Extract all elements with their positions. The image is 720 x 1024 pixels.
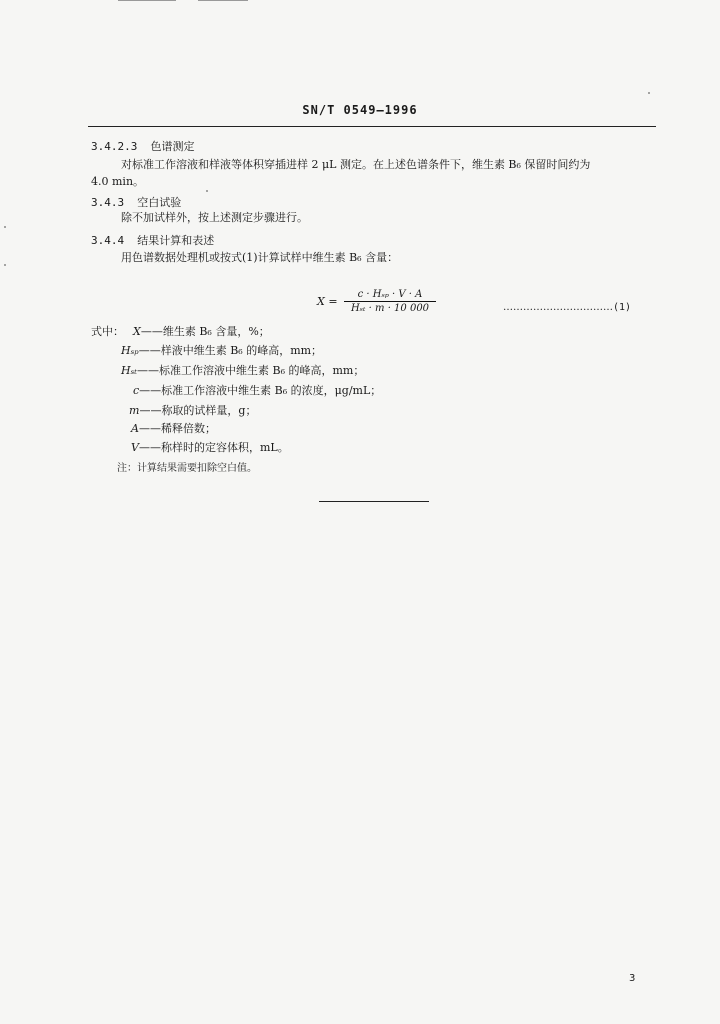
legend-item [131,439,289,455]
formula-lhs: X = [317,295,338,308]
end-rule [319,501,429,502]
scan-speck [4,264,6,266]
section-344-heading [91,229,214,248]
legend-desc: ——维生素 B₆ 含量，%； [140,325,270,338]
formula-denominator: Hₛₜ · m · 10 000 [350,303,430,314]
equation-number: (1) [613,302,632,313]
scan-speck [648,92,650,94]
legend-item [133,323,270,339]
formula-leader-dots [503,302,631,313]
section-3423-title: 色谱测定 [150,140,195,153]
legend-item [131,420,216,436]
legend-desc: ——稀释倍数； [138,422,216,435]
legend-desc: ——标准工作溶液中维生素 B₆ 的峰高，mm； [137,364,365,377]
section-3423-body-line2: 4.0 min。 [91,175,145,188]
section-344-number: 3.4.4 [91,234,125,247]
scan-mark-top-2 [198,0,248,1]
standard-code-header: SN/T 0549—1996 [302,103,418,117]
legend-desc: ——标准工作溶液中维生素 B₆ 的浓度，μg/mL； [139,384,382,397]
legend-symbol: c [133,384,140,397]
scan-speck [4,226,6,228]
fraction-bar [344,301,436,302]
section-344-title: 结果计算和表述 [137,234,215,247]
legend-desc: ——样液中维生素 B₆ 的峰高，mm； [138,344,323,357]
legend-intro: 式中： [91,325,124,338]
legend-item [129,402,256,418]
section-3423-heading [91,135,194,154]
legend-item [121,342,322,358]
legend-symbol: Hₛₚ [121,344,139,357]
section-343-title: 空白试验 [137,196,182,209]
formula-fraction [344,289,436,314]
formula-numerator: c · Hₛₚ · V · A [357,289,423,300]
legend-symbol: V [131,441,139,454]
section-343-body: 除不加试样外，按上述测定步骤进行。 [121,211,308,224]
scan-mark-top-1 [118,0,176,1]
section-343-heading [91,191,181,210]
header-rule [88,126,656,127]
legend-desc: ——称样时的定容体积，mL。 [138,441,289,454]
legend-symbol: X [133,325,141,338]
legend-item [133,382,381,398]
section-344-body: 用色谱数据处理机或按式(1)计算试样中维生素 B₆ 含量： [121,251,399,264]
section-343-number: 3.4.3 [91,196,125,209]
leader-dots: …………………………… [503,302,613,313]
legend-symbol: m [129,404,140,417]
legend-symbol: A [131,422,139,435]
page-number: 3 [629,973,636,984]
legend-desc: ——称取的试样量，g； [139,404,257,417]
section-3423-body-line1: 对标准工作溶液和样液等体积穿插进样 2 μL 测定。在上述色谱条件下，维生素 B₆ 保留时间约为 [121,158,591,171]
legend-symbol: Hₛₜ [121,364,138,377]
legend-item [121,362,364,378]
section-3423-number: 3.4.2.3 [91,140,138,153]
scan-speck [206,190,208,192]
calculation-note: 注：计算结果需要扣除空白值。 [117,463,257,474]
